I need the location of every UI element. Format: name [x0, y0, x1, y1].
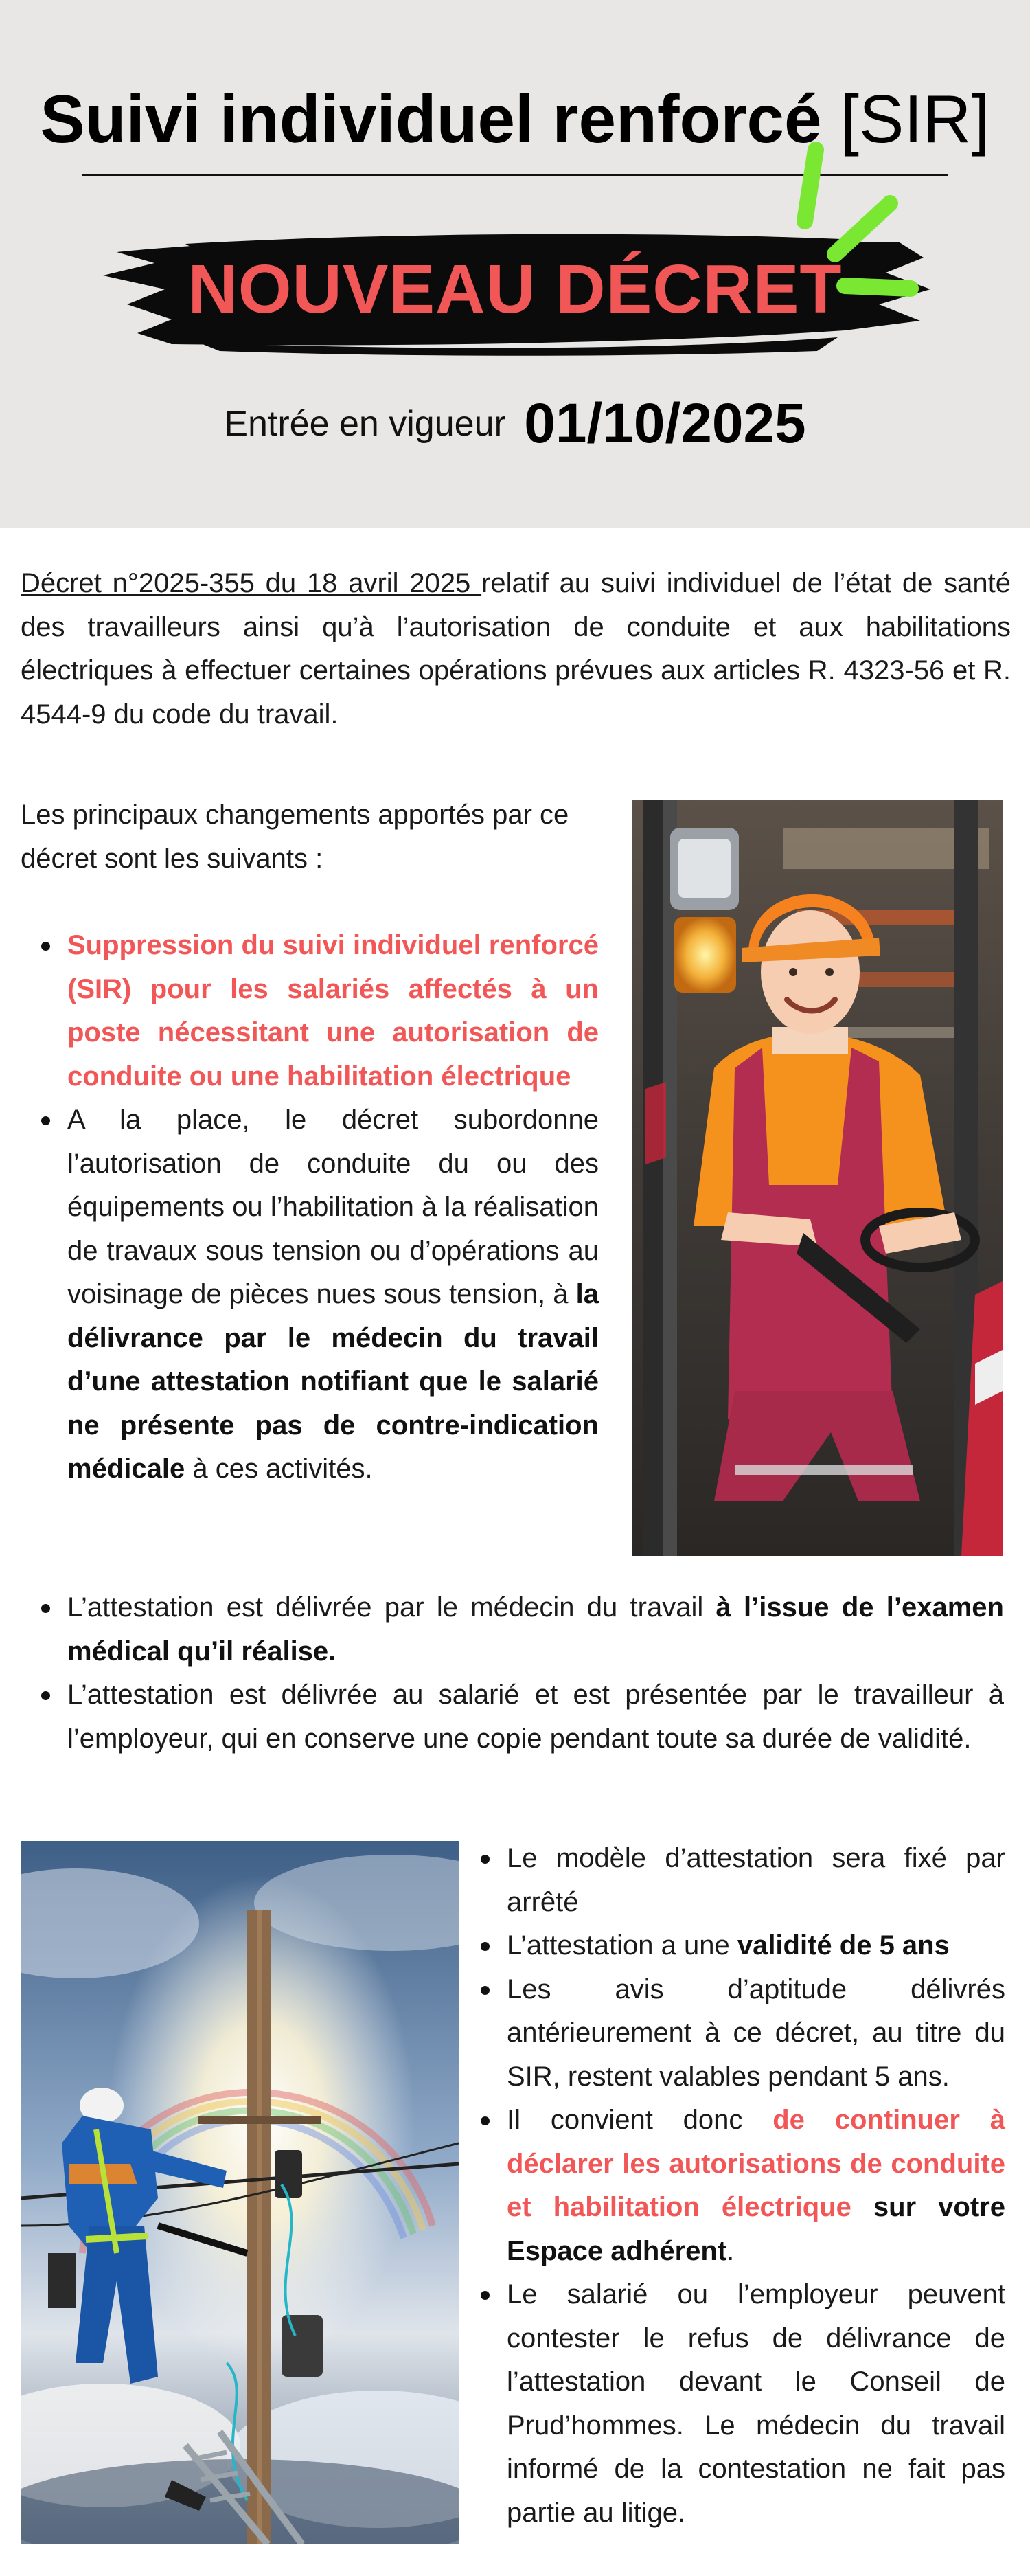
- changes-lead: Les principaux changements apportés par ce décret sont les suivants :: [21, 800, 569, 874]
- decree-reference-link[interactable]: Décret n°2025-355 du 18 avril 2025: [21, 568, 482, 598]
- changes-list-secondary: [21, 1586, 1004, 1761]
- member-space-reference: sur votre Espace adhérent: [507, 2192, 1005, 2266]
- list-item: A la place, le décret subordonne l’autorisation de conduite du ou des équipements ou l’habilitation à la réalisation de travaux sous tension ou d’opérations au voisinage de pièces nues sous tension, à la délivrance par le médecin du travail d’une attestation notifiant que le salarié ne présente pas de contre-indication médicale à ces activités.: [21, 1098, 599, 1491]
- title-acronym: [SIR]: [840, 81, 990, 157]
- effective-date: 01/10/2025: [524, 392, 806, 455]
- list-item: Le modèle d’attestation sera fixé par arrêté: [460, 1837, 1005, 1924]
- changes-list-tertiary: [460, 1837, 1005, 2535]
- title-main: Suivi individuel renforcé: [40, 81, 822, 157]
- intro-paragraph: [21, 562, 1011, 736]
- list-item: Le salarié ou l’employeur peuvent contester le refus de délivrance de l’attestation devant le Conseil de Prud’hommes. Le médecin du travail informé de la contestation ne fait pas partie au litige.: [460, 2273, 1005, 2535]
- effective-date-line: [0, 392, 1030, 456]
- list-item: L’attestation est délivrée par le médecin du travail à l’issue de l’examen médical qu’il réalise.: [21, 1586, 1004, 1673]
- forklift-operator-photo: [632, 800, 1003, 1556]
- list-item: L’attestation est délivrée au salarié et est présentée par le travailleur à l’employeur, qui en conserve une copie pendant toute sa durée de validité.: [21, 1673, 1004, 1761]
- electrician-pole-photo: [21, 1841, 459, 2544]
- changes-list-primary: [21, 924, 599, 1491]
- banner-new-decree: NOUVEAU DÉCRET: [187, 251, 843, 328]
- intro-text: relatif au suivi individuel de l’état de santé des travailleurs ainsi qu’à l’autorisation de conduite et aux habilitations électriques à effectuer certaines opérations prévues aux articles R. 4323-56 et R. 4544-9 du code du travail.: [21, 568, 1011, 730]
- effective-label: Entrée en vigueur: [224, 404, 506, 444]
- list-item: Les avis d’aptitude délivrés antérieurement à ce décret, au titre du SIR, restent valables pendant 5 ans.: [460, 1968, 1005, 2099]
- list-item: L’attestation a une validité de 5 ans: [460, 1924, 1005, 1968]
- list-item: Suppression du suivi individuel renforcé (SIR) pour les salariés affectés à un poste nécessitant une autorisation de conduite ou une habilitation électrique: [21, 924, 599, 1098]
- sparkle-accent-icon: [769, 137, 920, 316]
- list-item: Il convient donc de continuer à déclarer les autorisations de conduite et habilitation électrique sur votre Espace adhérent.: [460, 2099, 1005, 2273]
